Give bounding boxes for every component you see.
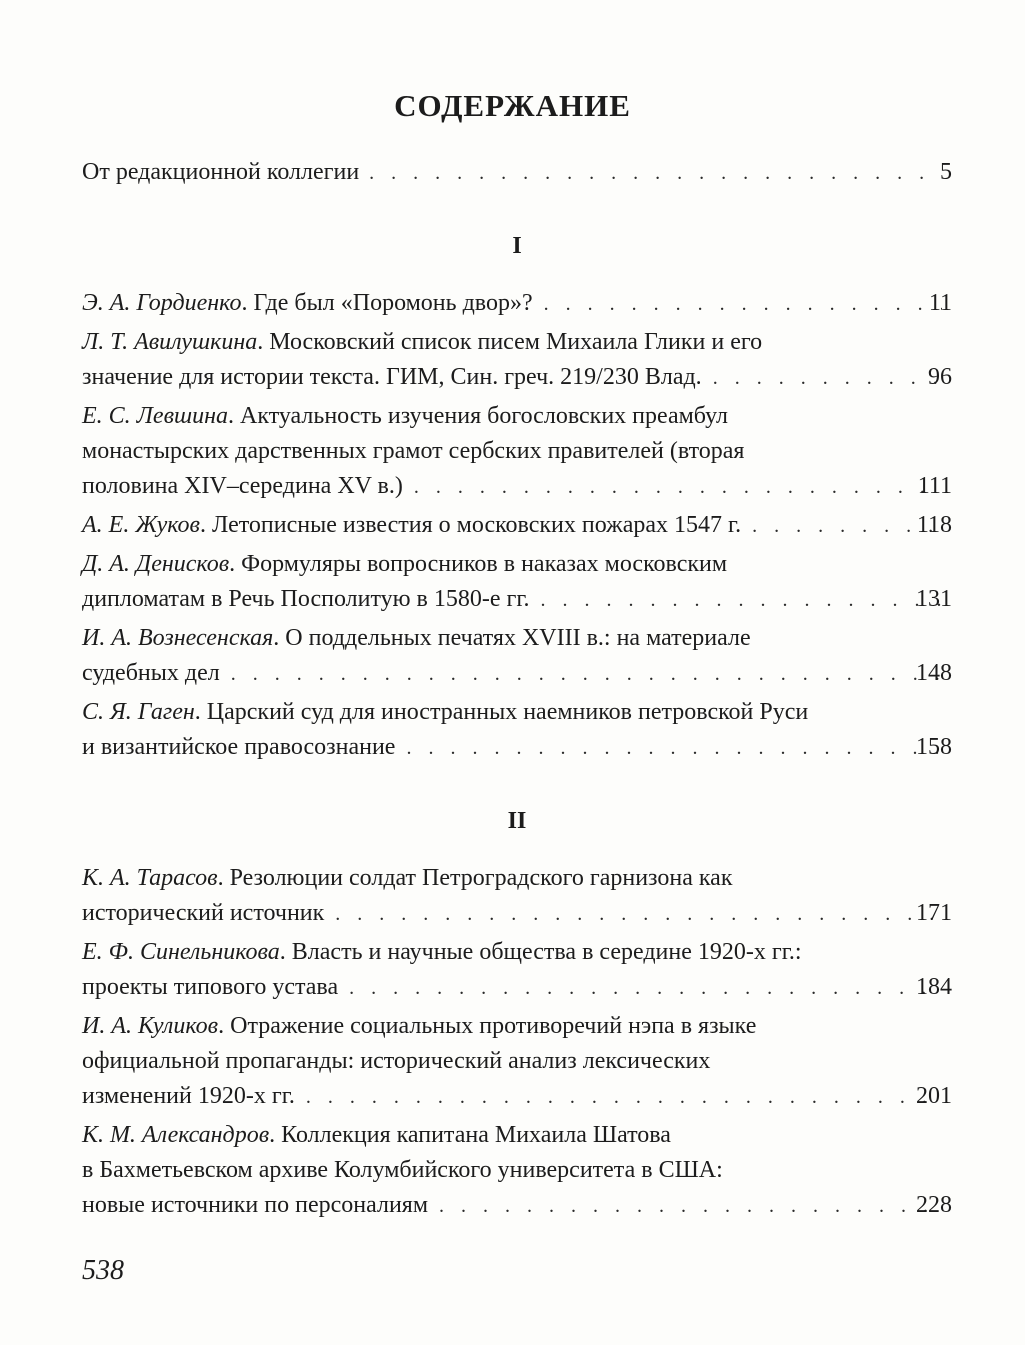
toc-entry[interactable] [82, 695, 952, 766]
entry-line [82, 861, 952, 896]
dot-leader [543, 287, 942, 322]
dot-leader [369, 156, 930, 191]
entry-line [82, 1118, 952, 1153]
toc-page-number: 5 [940, 159, 952, 185]
entry-title: . Коллекция капитана Михаила Шатова [269, 1122, 671, 1148]
entry-line: официальной пропаганды: исторический анализ лексических [82, 1048, 711, 1074]
toc-entry-text [82, 508, 742, 543]
toc-entry-last-line: новые источники по персоналиям . . . 228 [125, 1188, 952, 1224]
toc-entry-last-line: дипломатам в Речь Посполитую в 1580-е гг. . . . 131 [125, 582, 952, 618]
entry-author: С. Я. Гаген [82, 699, 195, 725]
toc-entry[interactable] [82, 508, 952, 544]
toc-entry-last-line [82, 155, 952, 191]
entry-title: значение для истории текста. ГИМ, Син. греч. 219/230 Влад. [82, 364, 702, 390]
toc-entry-text: От редакционной коллегии [82, 159, 360, 185]
toc-entry-intro[interactable] [82, 155, 952, 191]
entry-title: . Где был «Поромонь двор»? [241, 290, 533, 316]
entry-line [82, 399, 952, 434]
page-title: СОДЕРЖАНИЕ [394, 88, 631, 123]
toc-entry-last-line: половина XIV–середина XV в.) . . . 111 [125, 469, 952, 505]
dot-leader [413, 470, 942, 505]
dot-leader [712, 361, 942, 396]
dot-leader [230, 657, 942, 692]
entry-line [82, 325, 952, 360]
entry-line [82, 621, 952, 656]
entry-title: половина XIV–середина XV в.) [82, 473, 403, 499]
entry-title: новые источники по персоналиям [82, 1192, 429, 1218]
entry-title: . Московский список писем Михаила Глики и его [257, 329, 763, 355]
toc-entry[interactable] [82, 935, 952, 1006]
entry-title: . Актуальность изучения богословских преамбул [228, 403, 729, 429]
entry-title: судебных дел [82, 660, 220, 686]
entry-line [82, 547, 952, 582]
section-heading-1: I [512, 233, 522, 259]
entry-title: . Царский суд для иностранных наемников петровской Руси [194, 699, 809, 725]
entry-title: исторический источник [82, 900, 325, 926]
dot-leader [438, 1189, 942, 1224]
entry-author: К. А. Тарасов [82, 865, 218, 891]
toc-entry[interactable] [82, 1009, 952, 1115]
entry-title: . О поддельных печатях XVIII в.: на материале [273, 625, 751, 651]
toc-entry-last-line: А. Е. Жуков. Летописные известия о московских пожарах 1547 г. . . . 118 [125, 508, 952, 544]
toc-entry[interactable] [82, 399, 952, 505]
toc-entry-last-line: проекты типового устава . . . 184 [125, 970, 952, 1006]
entry-line [82, 695, 952, 730]
entry-title: . Власть и научные общества в середине 1920-х гг.: [279, 939, 802, 965]
table-of-contents [82, 155, 952, 1227]
section-heading-2: II [507, 808, 527, 834]
entry-author: Л. Т. Авилушкина [82, 329, 258, 355]
entry-line: в Бахметьевском архиве Колумбийского университета в США: [82, 1157, 723, 1183]
toc-entry[interactable] [82, 286, 952, 322]
dot-leader [305, 1080, 942, 1115]
dot-leader [540, 583, 942, 618]
toc-entry[interactable] [82, 325, 952, 396]
toc-entry-last-line: Э. А. Гордиенко. Где был «Поромонь двор»? . . . 11 [125, 286, 952, 322]
entry-title: изменений 1920-х гг. [82, 1083, 295, 1109]
toc-entry-last-line: судебных дел . . . 148 [125, 656, 952, 692]
toc-entry[interactable] [82, 861, 952, 932]
toc-entry-last-line: и византийское правосознание . . . 158 [125, 730, 952, 766]
entry-line [82, 935, 952, 970]
entry-author: Е. С. Левшина [82, 403, 229, 429]
toc-entry[interactable] [82, 1118, 952, 1224]
entry-author: Д. А. Денисков [82, 551, 230, 577]
entry-title: . Отражение социальных противоречий нэпа в языке [218, 1013, 757, 1039]
page-number: 538 [82, 1255, 124, 1286]
dot-leader [405, 731, 942, 766]
entry-author: Е. Ф. Синельникова [82, 939, 280, 965]
dot-leader [751, 509, 942, 544]
entry-line [82, 1009, 952, 1044]
entry-author: Э. А. Гордиенко [82, 290, 242, 316]
entry-title: дипломатам в Речь Посполитую в 1580-е гг. [82, 586, 530, 612]
entry-title: . Формуляры вопросников в наказах московским [229, 551, 728, 577]
toc-entry-last-line: значение для истории текста. ГИМ, Син. греч. 219/230 Влад. . . . 96 [125, 360, 952, 396]
entry-title: и византийское правосознание [82, 734, 396, 760]
entry-title: . Резолюции солдат Петроградского гарнизона как [217, 865, 733, 891]
dot-leader [334, 897, 942, 932]
entry-author: И. А. Куликов [82, 1013, 219, 1039]
toc-entry[interactable] [82, 621, 952, 692]
toc-entry[interactable] [82, 547, 952, 618]
dot-leader [348, 971, 942, 1006]
toc-entry-last-line: изменений 1920-х гг. . . . 201 [125, 1079, 952, 1115]
entry-title: . Летописные известия о московских пожарах 1547 г. [199, 512, 742, 538]
entry-author: А. Е. Жуков [82, 512, 200, 538]
entry-author: И. А. Вознесенская [82, 625, 274, 651]
entry-title: проекты типового устава [82, 974, 339, 1000]
entry-author: К. М. Александров [82, 1122, 270, 1148]
entry-line: монастырских дарственных грамот сербских правителей (вторая [82, 438, 745, 464]
toc-entry-last-line: исторический источник . . . 171 [125, 896, 952, 932]
